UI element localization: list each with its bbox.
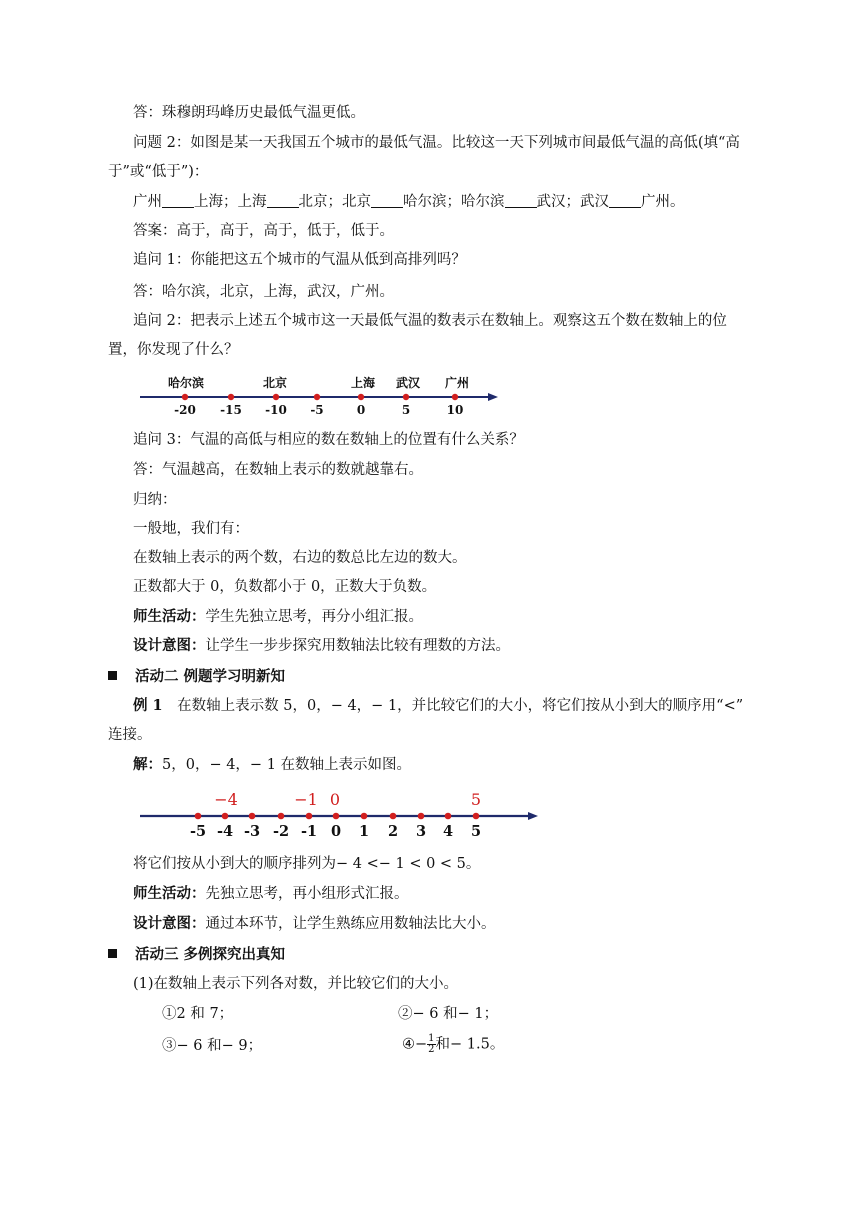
tick-label: 5 (401, 403, 411, 417)
section-heading-3 (108, 945, 285, 965)
example-number-line (136, 786, 546, 840)
tick-label: 3 (415, 823, 427, 840)
city-temperature-number-line (130, 368, 510, 420)
follow-up-2-cont: 置，你发现了什么？ (108, 342, 239, 358)
tick-label: 5 (470, 823, 482, 840)
point-5 (403, 394, 409, 400)
tick-label: 1 (358, 823, 370, 840)
follow-up-1: 追问 1：你能把这五个城市的气温从低到高排列吗？ (133, 252, 466, 268)
tick-label: -4 (216, 823, 234, 840)
point-2 (390, 813, 397, 820)
example-label: 例 1 (133, 697, 163, 714)
follow-up-2: 追问 2：把表示上述五个城市这一天最低气温的数表示在数轴上。观察这五个数在数轴上的位 (133, 313, 727, 329)
point-5 (473, 813, 480, 820)
fraction (427, 1034, 435, 1055)
activity-label: 师生活动： (133, 608, 206, 625)
tick-label: -3 (243, 823, 261, 840)
point-10 (452, 394, 458, 400)
tick-label: -10 (265, 403, 287, 417)
answer-line: 答：珠穆朗玛峰历史最低气温更低。 (133, 105, 365, 121)
pair-3: ③− 6 和− 9； (162, 1038, 263, 1054)
fill-blank-line (133, 192, 685, 212)
question-2-line: 问题 2：如图是某一天我国五个城市的最低气温。比较这一天下列城市间最低气温的高低(填“高 (133, 135, 740, 151)
tick-label: 10 (446, 403, 464, 417)
axis-arrow (488, 393, 498, 401)
city-label-guangzhou: 广州 (444, 376, 470, 390)
fill-text-6: 广州。 (641, 194, 685, 210)
activity-note-2 (133, 884, 409, 904)
mark-label-minus-1: −1 (294, 790, 318, 809)
pair-4-suffix: 和− 1.5。 (435, 1036, 505, 1053)
fill-text-5: 武汉；武汉 (536, 194, 609, 210)
summary-heading: 归纳： (133, 492, 177, 508)
example-text: 在数轴上表示数 5，0，− 4，− 1，并比较它们的大小，将它们按从小到大的顺序用“<” (162, 698, 744, 714)
tick-label: 4 (442, 823, 454, 840)
blank-1 (162, 193, 194, 208)
blank-3 (371, 193, 403, 208)
design-text: 通过本环节，让学生熟练应用数轴法比大小。 (205, 916, 496, 932)
point-0 (333, 813, 340, 820)
point-minus-2 (278, 813, 285, 820)
example-1-line (133, 696, 743, 716)
design-note-2 (133, 914, 496, 934)
square-bullet-icon (108, 671, 117, 680)
question-1-line: (1)在数轴上表示下列各对数，并比较它们的大小。 (133, 976, 459, 992)
blank-2 (267, 193, 299, 208)
order-line: 将它们按从小到大的顺序排列为− 4 <− 1 < 0 < 5。 (133, 856, 481, 872)
point-minus-5 (314, 394, 320, 400)
summary-line-1: 一般地，我们有： (133, 521, 249, 537)
follow-up-1-answer: 答：哈尔滨，北京，上海，武汉，广州。 (133, 284, 394, 300)
follow-up-3-answer: 答：气温越高，在数轴上表示的数就越靠右。 (133, 462, 423, 478)
mark-label-5: 5 (470, 790, 482, 809)
fill-text-1: 广州 (133, 194, 162, 210)
fraction-denominator: 2 (428, 1044, 435, 1055)
follow-up-3: 追问 3：气温的高低与相应的数在数轴上的位置有什么关系？ (133, 432, 524, 448)
section-title: 活动二 例题学习明新知 (135, 668, 286, 685)
tick-label: -5 (189, 823, 207, 840)
activity-label: 师生活动： (133, 885, 206, 902)
square-bullet-icon (108, 949, 117, 958)
design-label: 设计意图： (133, 637, 206, 654)
point-minus-10 (273, 394, 279, 400)
city-label-shanghai: 上海 (350, 376, 376, 390)
axis-arrow (528, 812, 538, 820)
point-minus-20 (182, 394, 188, 400)
point-minus-15 (228, 394, 234, 400)
city-label-harbin: 哈尔滨 (167, 376, 205, 390)
summary-line-2: 在数轴上表示的两个数，右边的数总比左边的数大。 (133, 550, 467, 566)
example-1-cont: 连接。 (108, 727, 152, 743)
solution-line (133, 755, 411, 775)
tick-label: -1 (300, 823, 318, 840)
fill-text-4: 哈尔滨；哈尔滨 (403, 194, 505, 210)
city-label-wuhan: 武汉 (395, 376, 421, 390)
tick-label: -2 (272, 823, 290, 840)
design-text: 让学生一步步探究用数轴法比较有理数的方法。 (205, 638, 510, 654)
summary-line-3: 正数都大于 0，负数都小于 0，正数大于负数。 (133, 579, 437, 595)
blank-5 (609, 193, 641, 208)
section-title: 活动三 多例探究出真知 (135, 946, 286, 963)
design-note-1 (133, 636, 510, 656)
blank-4 (505, 193, 537, 208)
point-minus-4 (222, 813, 229, 820)
answer-key-line: 答案：高于，高于，高于，低于，低于。 (133, 223, 394, 239)
activity-note-1 (133, 607, 423, 627)
solution-text: 5，0，− 4，− 1 在数轴上表示如图。 (162, 757, 412, 773)
point-0 (358, 394, 364, 400)
tick-label: -15 (220, 403, 242, 417)
point-minus-1 (306, 813, 313, 820)
tick-label: -5 (310, 403, 324, 417)
fraction-numerator: 1 (428, 1033, 435, 1044)
design-label: 设计意图： (133, 915, 206, 932)
city-label-beijing: 北京 (262, 376, 288, 390)
section-heading-2 (108, 667, 285, 687)
point-3 (418, 813, 425, 820)
mark-label-0: 0 (329, 790, 341, 809)
activity-text: 先独立思考，再小组形式汇报。 (205, 886, 409, 902)
point-minus-3 (249, 813, 256, 820)
question-2-cont: 于”或“低于”)： (108, 164, 209, 180)
mark-label-minus-4: −4 (214, 790, 238, 809)
fill-text-2: 上海；上海 (194, 194, 267, 210)
tick-label: -20 (174, 403, 196, 417)
solution-label: 解： (133, 756, 162, 773)
activity-text: 学生先独立思考，再分小组汇报。 (205, 609, 423, 625)
tick-label: 0 (356, 403, 366, 417)
pair-2: ②− 6 和− 1； (398, 1006, 499, 1022)
point-minus-5 (195, 813, 202, 820)
pair-4-prefix: ④− (402, 1036, 428, 1053)
pair-1: ①2 和 7； (162, 1006, 234, 1022)
fill-text-3: 北京；北京 (298, 194, 371, 210)
point-4 (445, 813, 452, 820)
tick-label: 2 (387, 823, 399, 840)
tick-label: 0 (330, 823, 342, 840)
pair-4 (402, 1034, 504, 1055)
point-1 (361, 813, 368, 820)
